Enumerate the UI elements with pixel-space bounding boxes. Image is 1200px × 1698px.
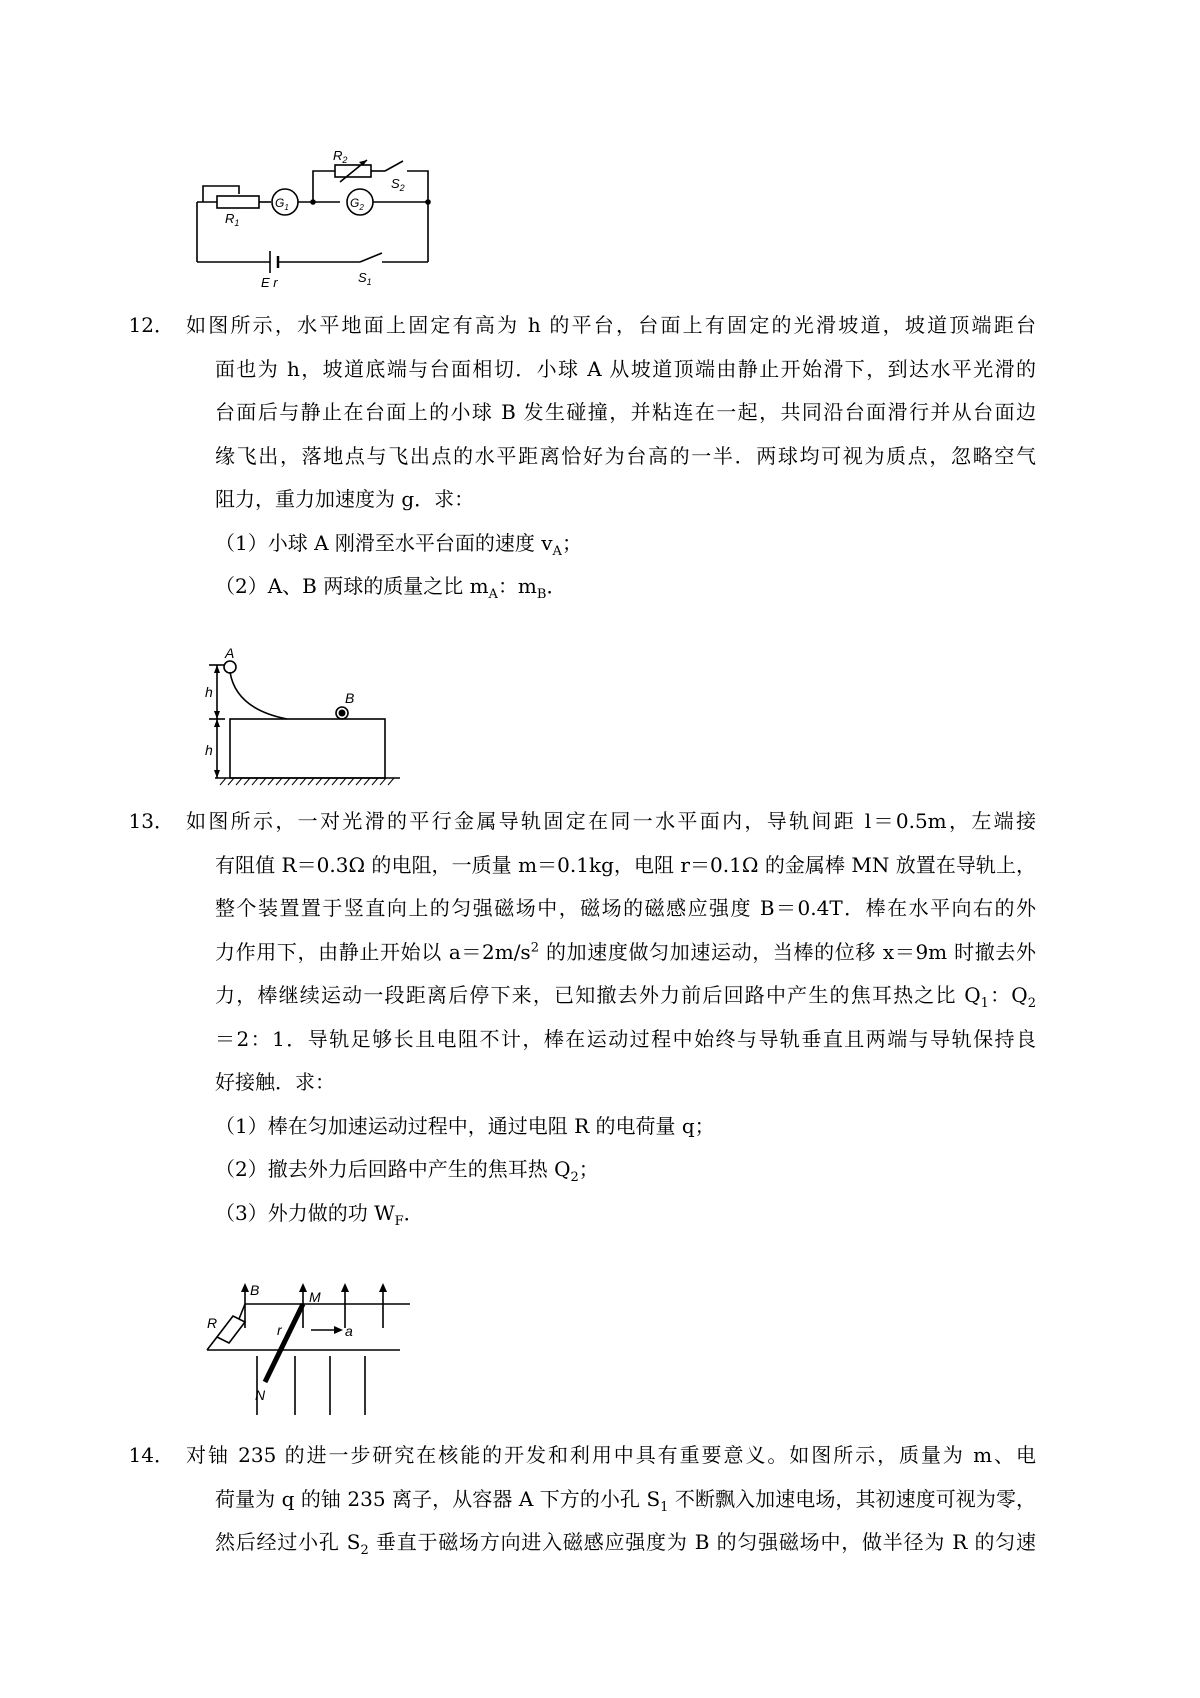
problem-12-line: 面也为 h，坡道底端与台面相切．小球 A 从坡道顶端由静止开始滑下，到达水平光滑的 xyxy=(215,356,1036,381)
problem-12-question-2: （2）A、B 两球的质量之比 $m_A$：$m_B$． xyxy=(215,574,567,602)
problem-13-line: 有阻值 R＝0.3Ω 的电阻，一质量 m＝0.1kg，电阻 r＝0.1Ω 的金属棒 MN 放置在导轨上， xyxy=(215,852,1036,877)
label-rod-n: N xyxy=(255,1387,266,1403)
problem-13-question-2: （2）撤去外力后回路中产生的焦耳热 $Q_2$； xyxy=(215,1157,599,1185)
problem-13-line: 力，棒继续运动一段距离后停下来，已知撤去外力前后回路中产生的焦耳热之比 $Q_1$：$Q_2$ xyxy=(215,983,1036,1011)
label-r2: $R_2$ xyxy=(333,150,348,165)
problem-13-line: ＝2：1．导轨足够长且电阻不计，棒在运动过程中始终与导轨垂直且两端与导轨保持良 xyxy=(215,1026,1036,1051)
problem-14-line: 然后经过小孔 $S_2$ 垂直于磁场方向进入磁感应强度为 B 的匀强磁场中，做半径为 R 的匀速 xyxy=(215,1530,1037,1558)
problem-13-line: 好接触．求： xyxy=(215,1070,335,1094)
problem-14-line: 荷量为 q 的铀 235 离子，从容器 A 下方的小孔 $S_1$ 不断飘入加速电场，其初速度可视为零， xyxy=(215,1486,1037,1515)
label-r1: $R_1$ xyxy=(225,211,240,228)
label-g2: $G_2$ xyxy=(350,196,364,212)
problem-12-question-1: （1）小球 A 刚滑至水平台面的速度 $v_A$； xyxy=(215,530,582,559)
label-ball-b: B xyxy=(345,690,355,706)
label-rod-resistance: r xyxy=(277,1322,282,1338)
label-rod-m: M xyxy=(309,1289,321,1305)
label-battery: E r xyxy=(261,275,278,290)
problem-13-line: 13． 如图所示，一对光滑的平行金属导轨固定在同一水平面内，导轨间距 l＝0.5m，左端接 xyxy=(186,800,1036,844)
problem-number: 12． xyxy=(128,313,174,337)
problem-12-line: 阻力，重力加速度为 g．求： xyxy=(215,487,475,511)
problem-number: 14． xyxy=(128,1443,174,1467)
label-ball-a: A xyxy=(225,645,235,661)
problem-14-line: 14． 对铀 235 的进一步研究在核能的开发和利用中具有重要意义。如图所示，质量为 m、电 xyxy=(186,1434,1036,1478)
problem-number: 13． xyxy=(128,809,174,833)
problem-13 xyxy=(128,800,1036,1235)
label-resistor-r: R xyxy=(207,1315,218,1331)
rails-diagram xyxy=(205,1280,420,1420)
label-acceleration: a xyxy=(345,1323,353,1339)
circuit-diagram xyxy=(195,150,440,290)
label-height-upper: h xyxy=(205,684,213,700)
label-s2: $S_2$ xyxy=(391,176,405,193)
problem-13-line: 整个装置置于竖直向上的匀强磁场中，磁场的磁感应强度 B＝0.4T．棒在水平向右的外 xyxy=(215,896,1036,920)
label-height-lower: h xyxy=(205,742,213,758)
problem-13-question-1: （1）棒在匀加速运动过程中，通过电阻 R 的电荷量 q； xyxy=(215,1113,715,1138)
problem-14 xyxy=(128,1434,1037,1565)
problem-12 xyxy=(128,304,1036,609)
label-s1: $S_1$ xyxy=(358,270,372,287)
problem-13-question-3: （3）外力做的功 $W_F$． xyxy=(215,1200,424,1229)
problem-12-line: 台面后与静止在台面上的小球 B 发生碰撞，并粘连在一起，共同沿台面滑行并从台面边 xyxy=(215,400,1036,424)
label-g1: $G_1$ xyxy=(275,196,289,212)
label-field-b: B xyxy=(250,1282,260,1298)
problem-12-line: 缘飞出，落地点与飞出点的水平距离恰好为台高的一半．两球均可视为质点，忽略空气 xyxy=(215,443,1036,468)
problem-12-line: 12． 如图所示，水平地面上固定有高为 h 的平台，台面上有固定的光滑坡道，坡道顶端距台 xyxy=(186,304,1036,348)
ramp-diagram xyxy=(205,645,405,790)
problem-13-line: 力作用下，由静止开始以 $a=2m/s^2$ 的加速度做匀加速运动，当棒的位移 x＝9m 时撤去外 xyxy=(215,939,1036,964)
